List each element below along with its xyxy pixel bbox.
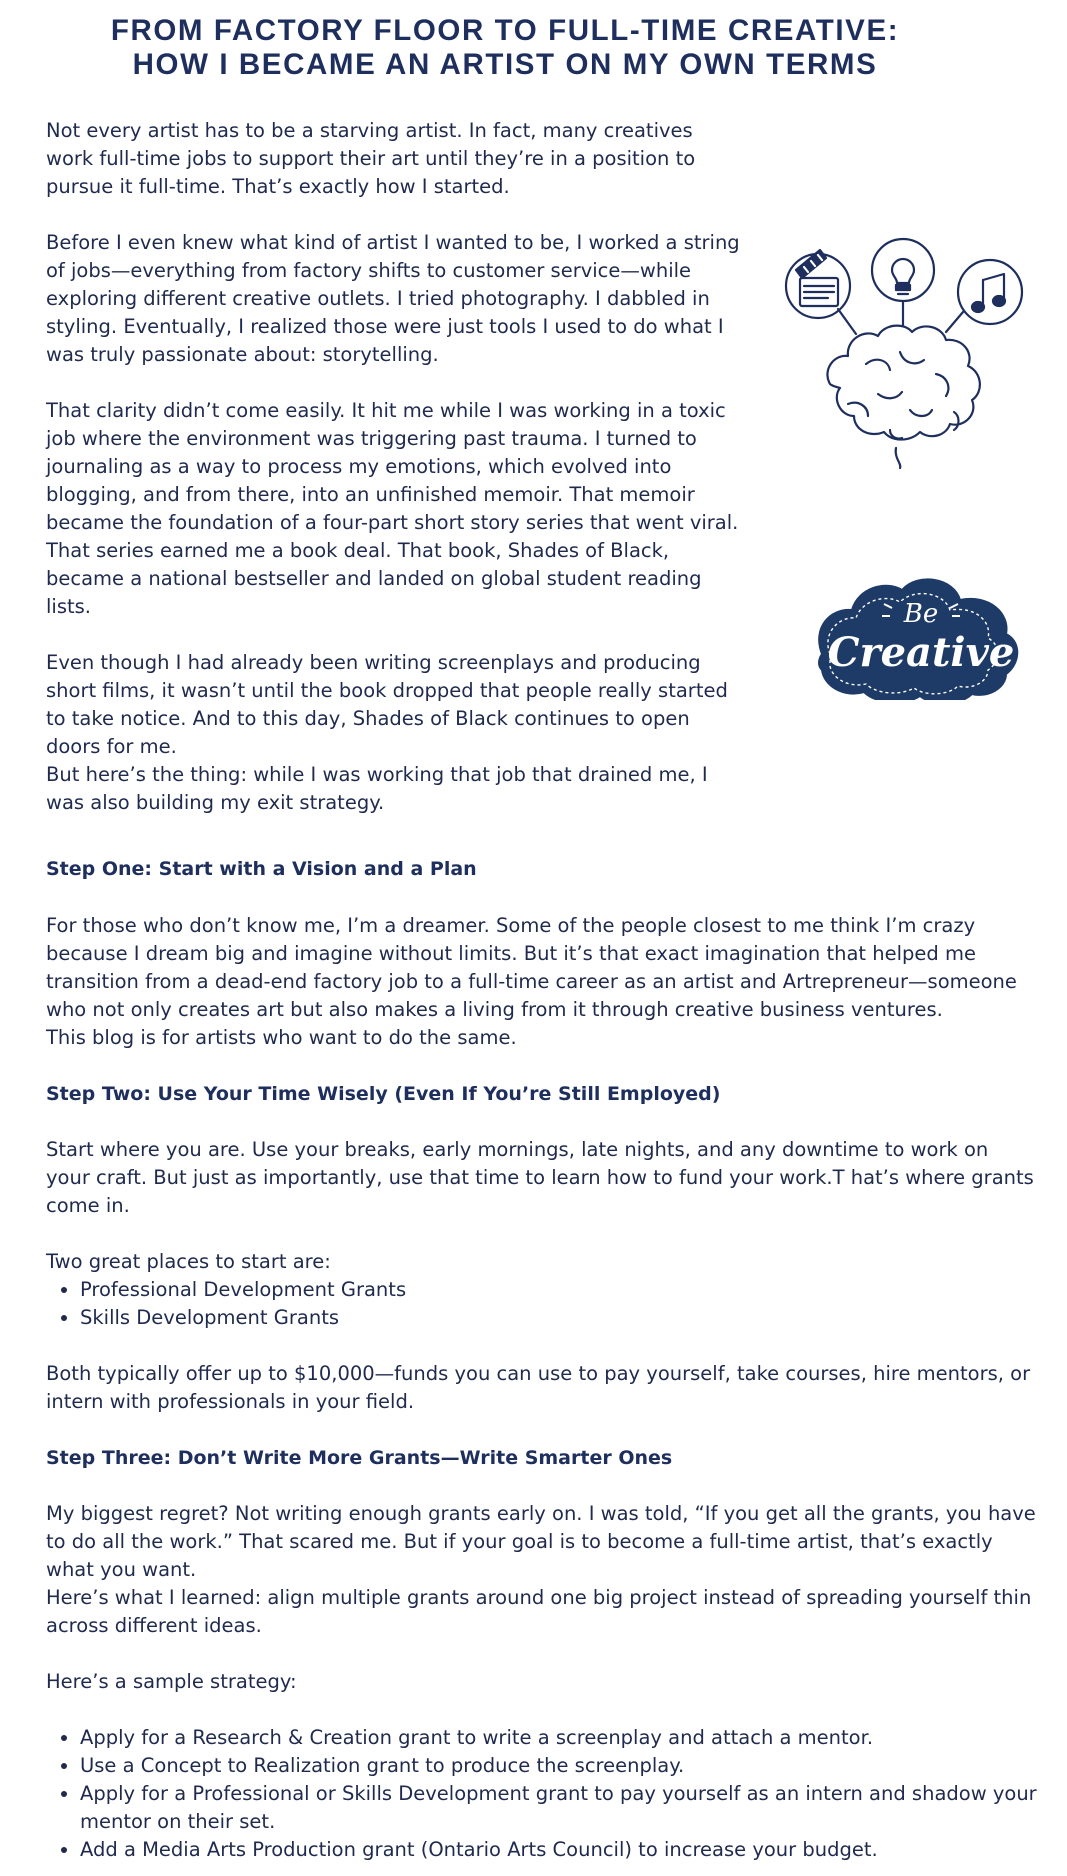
list-item: • Add a Media Arts Production grant (Ontario Arts Council) to increase your budget. <box>80 1836 1067 1864</box>
intro-paragraph-1: Not every artist has to be a starving artist. In fact, many creatives work full-time jobs to support their art until they’re in a position to pursue it full-time. That’s exactly how I started. <box>46 119 696 198</box>
step-three-heading: Step Three: Don’t Write More Grants—Write Smarter Ones <box>46 1447 673 1469</box>
step-one-paragraph-2: This blog is for artists who want to do the same. <box>46 1026 517 1049</box>
step-three-paragraph-3: Here’s a sample strategy: <box>46 1670 297 1693</box>
grant-strategy-list <box>46 1724 1067 1864</box>
step-two-paragraph-3: Both typically offer up to $10,000—funds you can use to pay yourself, take courses, hire mentors, or intern with professionals in your field. <box>46 1362 1031 1413</box>
title-line-2: HOW I BECAME AN ARTIST ON MY OWN TERMS <box>132 48 878 81</box>
intro-paragraph-4: Even though I had already been writing screenplays and producing short films, it wasn’t until the book dropped that people really started to take notice. And to this day, Shades of Black continues to open doors for me. <box>46 651 728 758</box>
brain-icon <box>827 326 979 468</box>
list-item: • Apply for a Professional or Skills Development grant to pay yourself as an intern and shadow your mentor on their set. <box>80 1780 1067 1836</box>
step-three-paragraph-2: Here’s what I learned: align multiple grants around one big project instead of spreading yourself thin across different ideas. <box>46 1586 1032 1637</box>
list-item: • Use a Concept to Realization grant to produce the screenplay. <box>80 1752 1067 1780</box>
list-item: • Skills Development Grants <box>80 1304 1067 1332</box>
step-three-paragraph-1: My biggest regret? Not writing enough grants early on. I was told, “If you get all the grants, you have to do all the work.” That scared me. But if your goal is to become a full-time artist, that’s exactly what you want. <box>46 1502 1036 1581</box>
sticker-large-text: Creative <box>827 629 1015 676</box>
title-line-1: FROM FACTORY FLOOR TO FULL-TIME CREATIVE: <box>110 14 900 47</box>
lightbulb-icon <box>872 239 934 301</box>
list-item: • Professional Development Grants <box>80 1276 1067 1304</box>
grant-types-list <box>46 1276 1067 1332</box>
step-one-paragraph-1: For those who don’t know me, I’m a dreamer. Some of the people closest to me think I’m crazy because I dream big and imagine without limits. But it’s that exact imagination that helped me transition from a dead-end factory job to a full-time career as an artist and Artrepreneur—someone who not only creates art but also makes a living from it through creative business ventures. <box>46 914 1017 1021</box>
clapperboard-icon <box>786 250 850 318</box>
step-two-heading: Step Two: Use Your Time Wisely (Even If You’re Still Employed) <box>46 1083 721 1105</box>
music-note-icon <box>958 260 1022 324</box>
sticker-small-text: Be <box>903 599 939 629</box>
list-item: • Apply for a Research & Creation grant to write a screenplay and attach a mentor. <box>80 1724 1067 1752</box>
page-title <box>0 14 1010 82</box>
be-creative-sticker <box>808 574 1034 700</box>
step-two-paragraph-2: Two great places to start are: <box>46 1250 331 1273</box>
step-two-paragraph-1: Start where you are. Use your breaks, early mornings, late nights, and any downtime to work on your craft. But just as importantly, use that time to learn how to fund your work.T hat’s where grants come in. <box>46 1138 1034 1217</box>
brain-illustration <box>778 234 1028 472</box>
intro-paragraph-5: But here’s the thing: while I was working that job that drained me, I was also building my exit strategy. <box>46 763 708 814</box>
intro-paragraph-3: That clarity didn’t come easily. It hit me while I was working in a toxic job where the environment was triggering past trauma. I turned to journaling as a way to process my emotions, which evolved into blogging, and from there, into an unfinished memoir. That memoir became the foundation of a four-part short story series that went viral. That series earned me a book deal. That book, Shades of Black, became a national bestseller and landed on global student reading lists. <box>46 399 739 618</box>
intro-paragraph-2: Before I even knew what kind of artist I wanted to be, I worked a string of jobs—everything from factory shifts to customer service—while exploring different creative outlets. I tried photography. I dabbled in styling. Eventually, I realized those were just tools I used to do what I was truly passionate about: storytelling. <box>46 231 740 366</box>
step-one-heading: Step One: Start with a Vision and a Plan <box>46 858 477 880</box>
